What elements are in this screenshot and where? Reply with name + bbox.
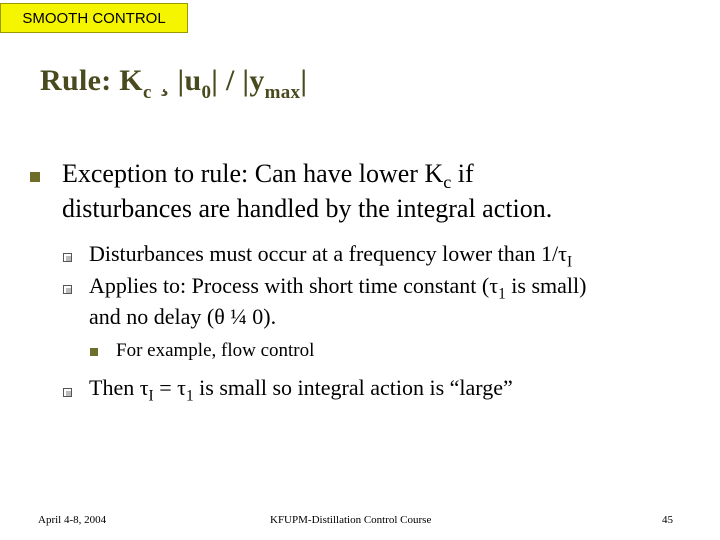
header-tag: SMOOTH CONTROL xyxy=(0,3,188,33)
small-square-bullet-icon xyxy=(90,348,98,356)
footer-course: KFUPM-Distillation Control Course xyxy=(270,514,432,526)
footer-page-number: 45 xyxy=(662,514,673,526)
bullet-square-icon xyxy=(30,172,40,182)
sub-bullet-disturbances: Disturbances must occur at a frequency lower than $1/\tau_I$ xyxy=(89,241,573,271)
sub-sub-bullet-example: For example, flow control xyxy=(116,340,315,361)
sub-bullet-then: Then $\tau_I = \tau_1$ is small so integral action is “large” xyxy=(89,375,513,405)
hollow-square-bullet-icon xyxy=(63,285,72,294)
sub-bullet-applies-line2: and no delay (θ ¼ 0). xyxy=(89,304,277,329)
bullet-exception-line2: disturbances are handled by the integral action. xyxy=(62,194,553,223)
hollow-square-bullet-icon xyxy=(63,253,72,262)
sub-bullet-applies-line1: Applies to: Process with short time constant ($\tau_1$ is small) xyxy=(89,273,587,303)
bullet-exception-line1: Exception to rule: Can have lower $K_c$ if xyxy=(62,159,474,193)
hollow-square-bullet-icon xyxy=(63,388,72,397)
slide-title: Rule: $K_c$ ¸ $|u_0| / |y_{max}|$ xyxy=(40,64,308,103)
footer-date: April 4-8, 2004 xyxy=(38,514,107,526)
